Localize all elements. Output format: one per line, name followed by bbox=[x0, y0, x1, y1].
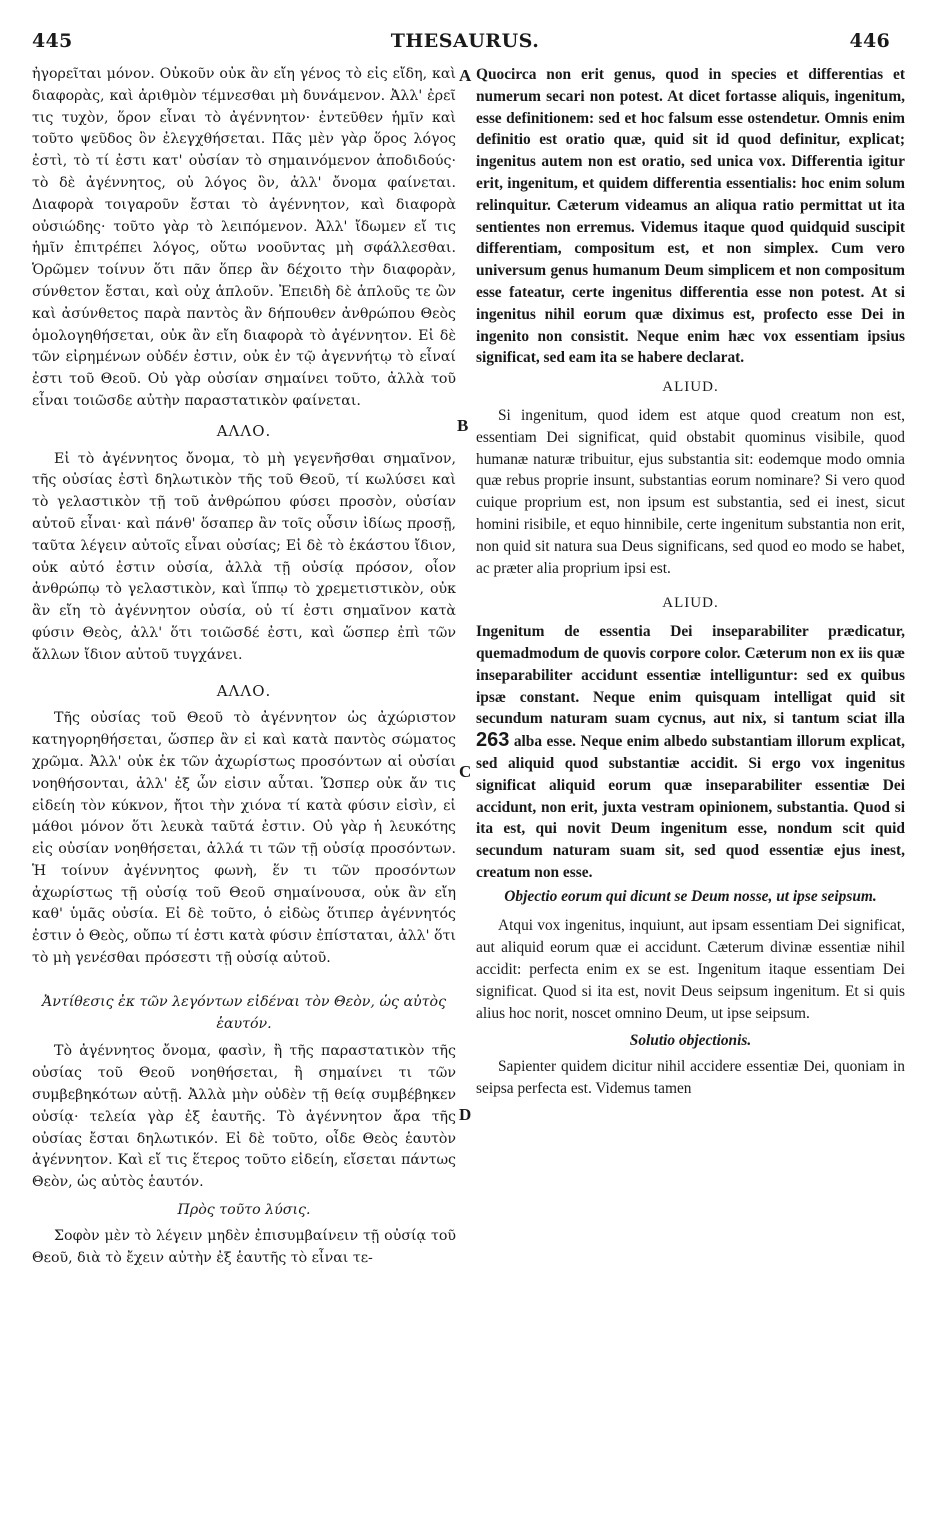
section-heading: ALIUD. bbox=[662, 595, 719, 612]
greek-paragraph: Σοφὸν μὲν τὸ λέγειν μηδὲν ἐπισυμβαίνειν τῇ οὐσίᾳ τοῦ Θεοῦ, διὰ τὸ ἔχειν αὐτὴν ἐξ ἑαυτῆς τὸ εἶναι τε- bbox=[32, 1227, 456, 1266]
greek-column bbox=[32, 64, 456, 1269]
latin-paragraph: Quocirca non erit genus, quod in species et differentias et numerum secari non potest. At dicet fortasse aliquis, ingenitum, esse definitionem: sed et hoc falsum esse ostendetur. Omnis enim definitio est oratio quæ, quid sit id quod definitur, explicat; ingenitus autem non est oratio, sed unica vox. Differentia igitur erit, ingenitum, et quidem differentia essentialis: hoc enim solum relinquitur. Cæterum videamus an aliqua ratio permittat ut ita sentientes non erremus. Videmus itaque quod quidquid suscipit differentiam, compositum est, et non simplex. Cum vero universum genus humanum Deum simplicem et non compositum esse fateatur, certe ingenitus differentia esse non potest. At si ingenitus nihil eorum quæ diximus est, profecto esse Dei in ingenito non consistit. Neque enim hæc vox essentiam ipsius significat, sed eam ita se habere declarat. bbox=[476, 66, 905, 367]
margin-letter-c: C bbox=[459, 762, 472, 781]
right-page-number: 446 bbox=[849, 30, 890, 52]
margin-letter-d: D bbox=[459, 1105, 472, 1124]
greek-paragraph: Τὸ ἀγέννητος ὄνομα, φασὶν, ἢ τῆς παραστατικὸν τῆς οὐσίας τοῦ Θεοῦ νοηθήσεται, ἢ σημαίνει τι τῶν συμβεβηκότων αὐτῇ. Ἀλλὰ μὴν οὐδὲν τῇ θείᾳ συμβέβηκεν οὐσίᾳ· τελεία γὰρ ἐξ ἑαυτῆς. Τὸ ἀγέννητον ἄρα τῆς οὐσίας ἔσται δηλωτικόν. Εἰ δὲ τοῦτο, οἶδε Θεὸς ἑαυτὸν ἀγέννητον. Καὶ εἴ τις ἕτερος τοῦτο εἰδείη, εἴσεται πάντως Θεὸν, ὡς αὐτὸς ἑαυτόν. bbox=[32, 1043, 456, 1191]
section-heading: ALIUD. bbox=[662, 379, 719, 396]
latin-text: Ingenitum de essentia Dei inseparabiliter prædicatur, quemadmodum de quovis corpore color. Cæterum non ex iis quæ inseparabiliter accidunt essentiæ intelliguntur: sed ex quibus ipsæ constant. Neque enim quisquam intelligat quid sit secundum naturam suam cycnus, aut nix, si tantum sciat illa bbox=[476, 623, 905, 728]
running-title: THESAURUS. bbox=[390, 30, 540, 52]
greek-paragraph: Τῆς οὐσίας τοῦ Θεοῦ τὸ ἀγέννητον ὡς ἀχώριστον κατηγορηθήσεται, ὥσπερ ἂν εἰ καὶ κατὰ παντὸς σώματος χρῶμα. Ἀλλ' οὐκ ἐκ τῶν ἀχωρίστως προσόντων αἱ οὐσίαι νοηθήσονται, ἀλλ' ἐξ ὧν εἰσιν αὗται. Ὥσπερ οὐκ ἄν τις εἰδείη τὸν κύκνον, ἤτοι τὴν χιόνα τί κατὰ φύσιν εἰσὶν, εἰ μάθοι μόνον ὅτι λευκὰ ταῦτά ἐστιν. Οὐ γὰρ ἡ λευκότης εἰς οὐσίαν νοηθήσεται, ἀλλά τι τῶν τῇ οὐσίᾳ προσόντων. Ἡ τοίνυν ἀγέννητος φωνὴ, ἕν τι τῶν προσόντων ἀχωρίστως τῇ οὐσίᾳ τοῦ Θεοῦ σημαίνουσα, οὐκ ἂν εἴη καθ' ὑμᾶς οὐσία. Εἰ δὲ τοῦτο, ὁ εἰδὼς ὅτιπερ ἀγέννητός ἐστιν ὁ Θεὸς, οὔπω τί ἐστι κατὰ φύσιν ἐπίσταται, ἀλλ' ὅτι τὸ μὴ γενέσθαι πρόσεστι τῇ οὐσίᾳ αὐτοῦ. bbox=[32, 710, 456, 967]
greek-paragraph: Εἰ τὸ ἀγέννητος ὄνομα, τὸ μὴ γεγενῆσθαι σημαῖνον, τῆς οὐσίας ἐστὶ δηλωτικὸν τῆς τοῦ Θεοῦ, τί κωλύσει καὶ τὸ γελαστικὸν τῇ τοῦ ἀνθρώπου φύσει προσὸν, οὐσίαν αὐτοῦ εἶναι· καὶ πάνθ' ὅσαπερ ἂν τοῖς οὖσιν ἰδίως προσῇ, ταῦτα λέγειν αὐτοῖς εἶναι οὐσίας; Εἰ δὲ τὸ ἑκάστου ἴδιον, οὐκ αὐτό ἐστιν οὐσία, ἀλλὰ τῇ οὐσίᾳ πρόσον, οἷον ἀνθρώπῳ τὸ γελαστικὸν, καὶ ἵππῳ τὸ χρεμετιστικὸν, οὐκ ἂν εἴη τὸ ἀγέννητον οὐσία, οὐ τί ἐστι σημαῖνον κατὰ φύσιν Θεὸς, ἀλλ' ὅτι τοιῶσδέ ἐστι, καὶ ὥσπερ ἐπὶ τῶν ἄλλων ἴδιον αὐτοῦ τυγχάνει. bbox=[32, 450, 456, 663]
latin-text: alba esse. Neque enim albedo substantiam illorum explicat, sed aliquid quod substantiæ accidit. Si ergo vox ingenitus significat aliquid eorum quæ inseparabiliter essentiæ Dei accidunt, non erit, juxta vestram opinionem, substantia. Quod si ita est, qui novit Deum ingenitum esse, nondum scit quid secundum naturam suam sit, sed quod essentiæ ejus inest, creatum non esse. bbox=[476, 733, 905, 881]
left-page-number: 445 bbox=[32, 30, 73, 52]
objection-title: Ἀντίθεσις ἐκ τῶν λεγόντων εἰδέναι τὸν Θεὸν, ὡς αὐτὸς ἑαυτόν. bbox=[41, 993, 447, 1032]
latin-column bbox=[476, 64, 905, 1100]
margin-letter-b: B bbox=[457, 416, 469, 435]
latin-paragraph: Sapienter quidem dicitur nihil accidere essentiæ Dei, quoniam in seipsa perfecta est. Videmus tamen bbox=[476, 1058, 905, 1098]
solution-title: Solutio objectionis. bbox=[629, 1032, 752, 1050]
margin-letter-a: A bbox=[459, 66, 472, 85]
latin-paragraph: Si ingenitum, quod idem est atque quod creatum non est, essentiam Dei significat, quid obstabit quominus visibile, quod humanæ naturæ tribuitur, ejus substantia sit: eodemque modo omnia quæ rebus proprie insunt, substantias eorum nominare? Si vero quod cuique proprium est, non ipsum est substantia, sed ei inest, sicut homini risibile, et equo hinnibile, certe ingenitum substantia non erit, non quid sit natura sua Deus significans, sed quod eo modo se habet, ac præter alia proprium ipsi est. bbox=[476, 406, 905, 577]
reference-number: 263 bbox=[476, 729, 510, 752]
page-header bbox=[0, 0, 930, 58]
section-heading: ΑΛΛΟ. bbox=[216, 681, 272, 700]
latin-paragraph: Atqui vox ingenitus, inquiunt, aut ipsam essentiam Dei significat, aut aliquid eorum quæ ei accidunt. Cæterum divinæ essentiæ nihil accidit: perfecta enim ex se est. Ingenitum itaque essentiam Dei significat. Quod si ita est, novit Deus seipsum ingenitum. Et si quis alius hoc norit, noscet omnino Deum, ut ipse seipsum. bbox=[476, 917, 905, 1022]
section-heading: ΑΛΛΟ. bbox=[216, 421, 272, 440]
latin-paragraph bbox=[476, 621, 905, 884]
objection-title: Objectio eorum qui dicunt se Deum nosse, ut ipse seipsum. bbox=[504, 887, 877, 905]
solution-title: Πρὸς τοῦτο λύσις. bbox=[177, 1202, 311, 1219]
greek-paragraph: ἠγορεῖται μόνον. Οὐκοῦν οὐκ ἂν εἴη γένος τὸ εἰς εἴδη, καὶ διαφορὰς, καὶ ἀριθμὸν τέμνεσθαι μὴ δυνάμενον. Ἀλλ' ἐρεῖ τις τυχὸν, ὅρον εἶναι τὸ ἀγέννητον· ἐντεῦθεν ἡμῖν καὶ τοῦτο ψεῦδος ὂν ἐλεγχθήσεται. Πᾶς μὲν γὰρ ὅρος λόγος ἐστὶ, τὸ τί ἐστι κατ' οὐσίαν τὸ σημαινόμενον ἀποδιδούς· τὸ δὲ ἀγέννητος, οὐ λόγος ὂν, ἀλλ' ὄνομα φαίνεται. Διαφορὰ τοιγαροῦν ἔσται τὸ ἀγέννητον, καὶ διαφορὰ οὐσιώδης· τοῦτο γὰρ τὸ λειπόμενον. Ἀλλ' ἴδωμεν εἴ τις ἡμῖν ἐπιτρέπει λόγος, οὕτω νοοῦντας μὴ σφάλλεσθαι. Ὁρῶμεν τοίνυν ὅτι πᾶν ὅπερ ἂν δέχοιτο τὴν διαφορὰν, σύνθετον ἔσται, καὶ οὐχ ἁπλοῦν. Ἐπειδὴ δὲ ἁπλοῦς τε ὢν καὶ ἀσύνθετος παρὰ παντὸς ἂν δήπουθεν ἀνθρώπου Θεὸς ὁμολογηθήσεται, οὐκ ἂν εἴη διαφορὰ τὸ ἀγέννητον. Εἰ δὲ τῶν εἰρημένων οὐδέν ἐστιν, οὐκ ἐν τῷ ἀγεννήτῳ τὸ εἶναί ἐστι τοῦ Θεοῦ. Οὐ γὰρ οὐσίαν σημαίνει τοῦτο, ἀλλὰ τοῦ εἶναι τοιῶσδε αὐτὴν παραστατικὸν φαίνεται. bbox=[32, 66, 456, 409]
